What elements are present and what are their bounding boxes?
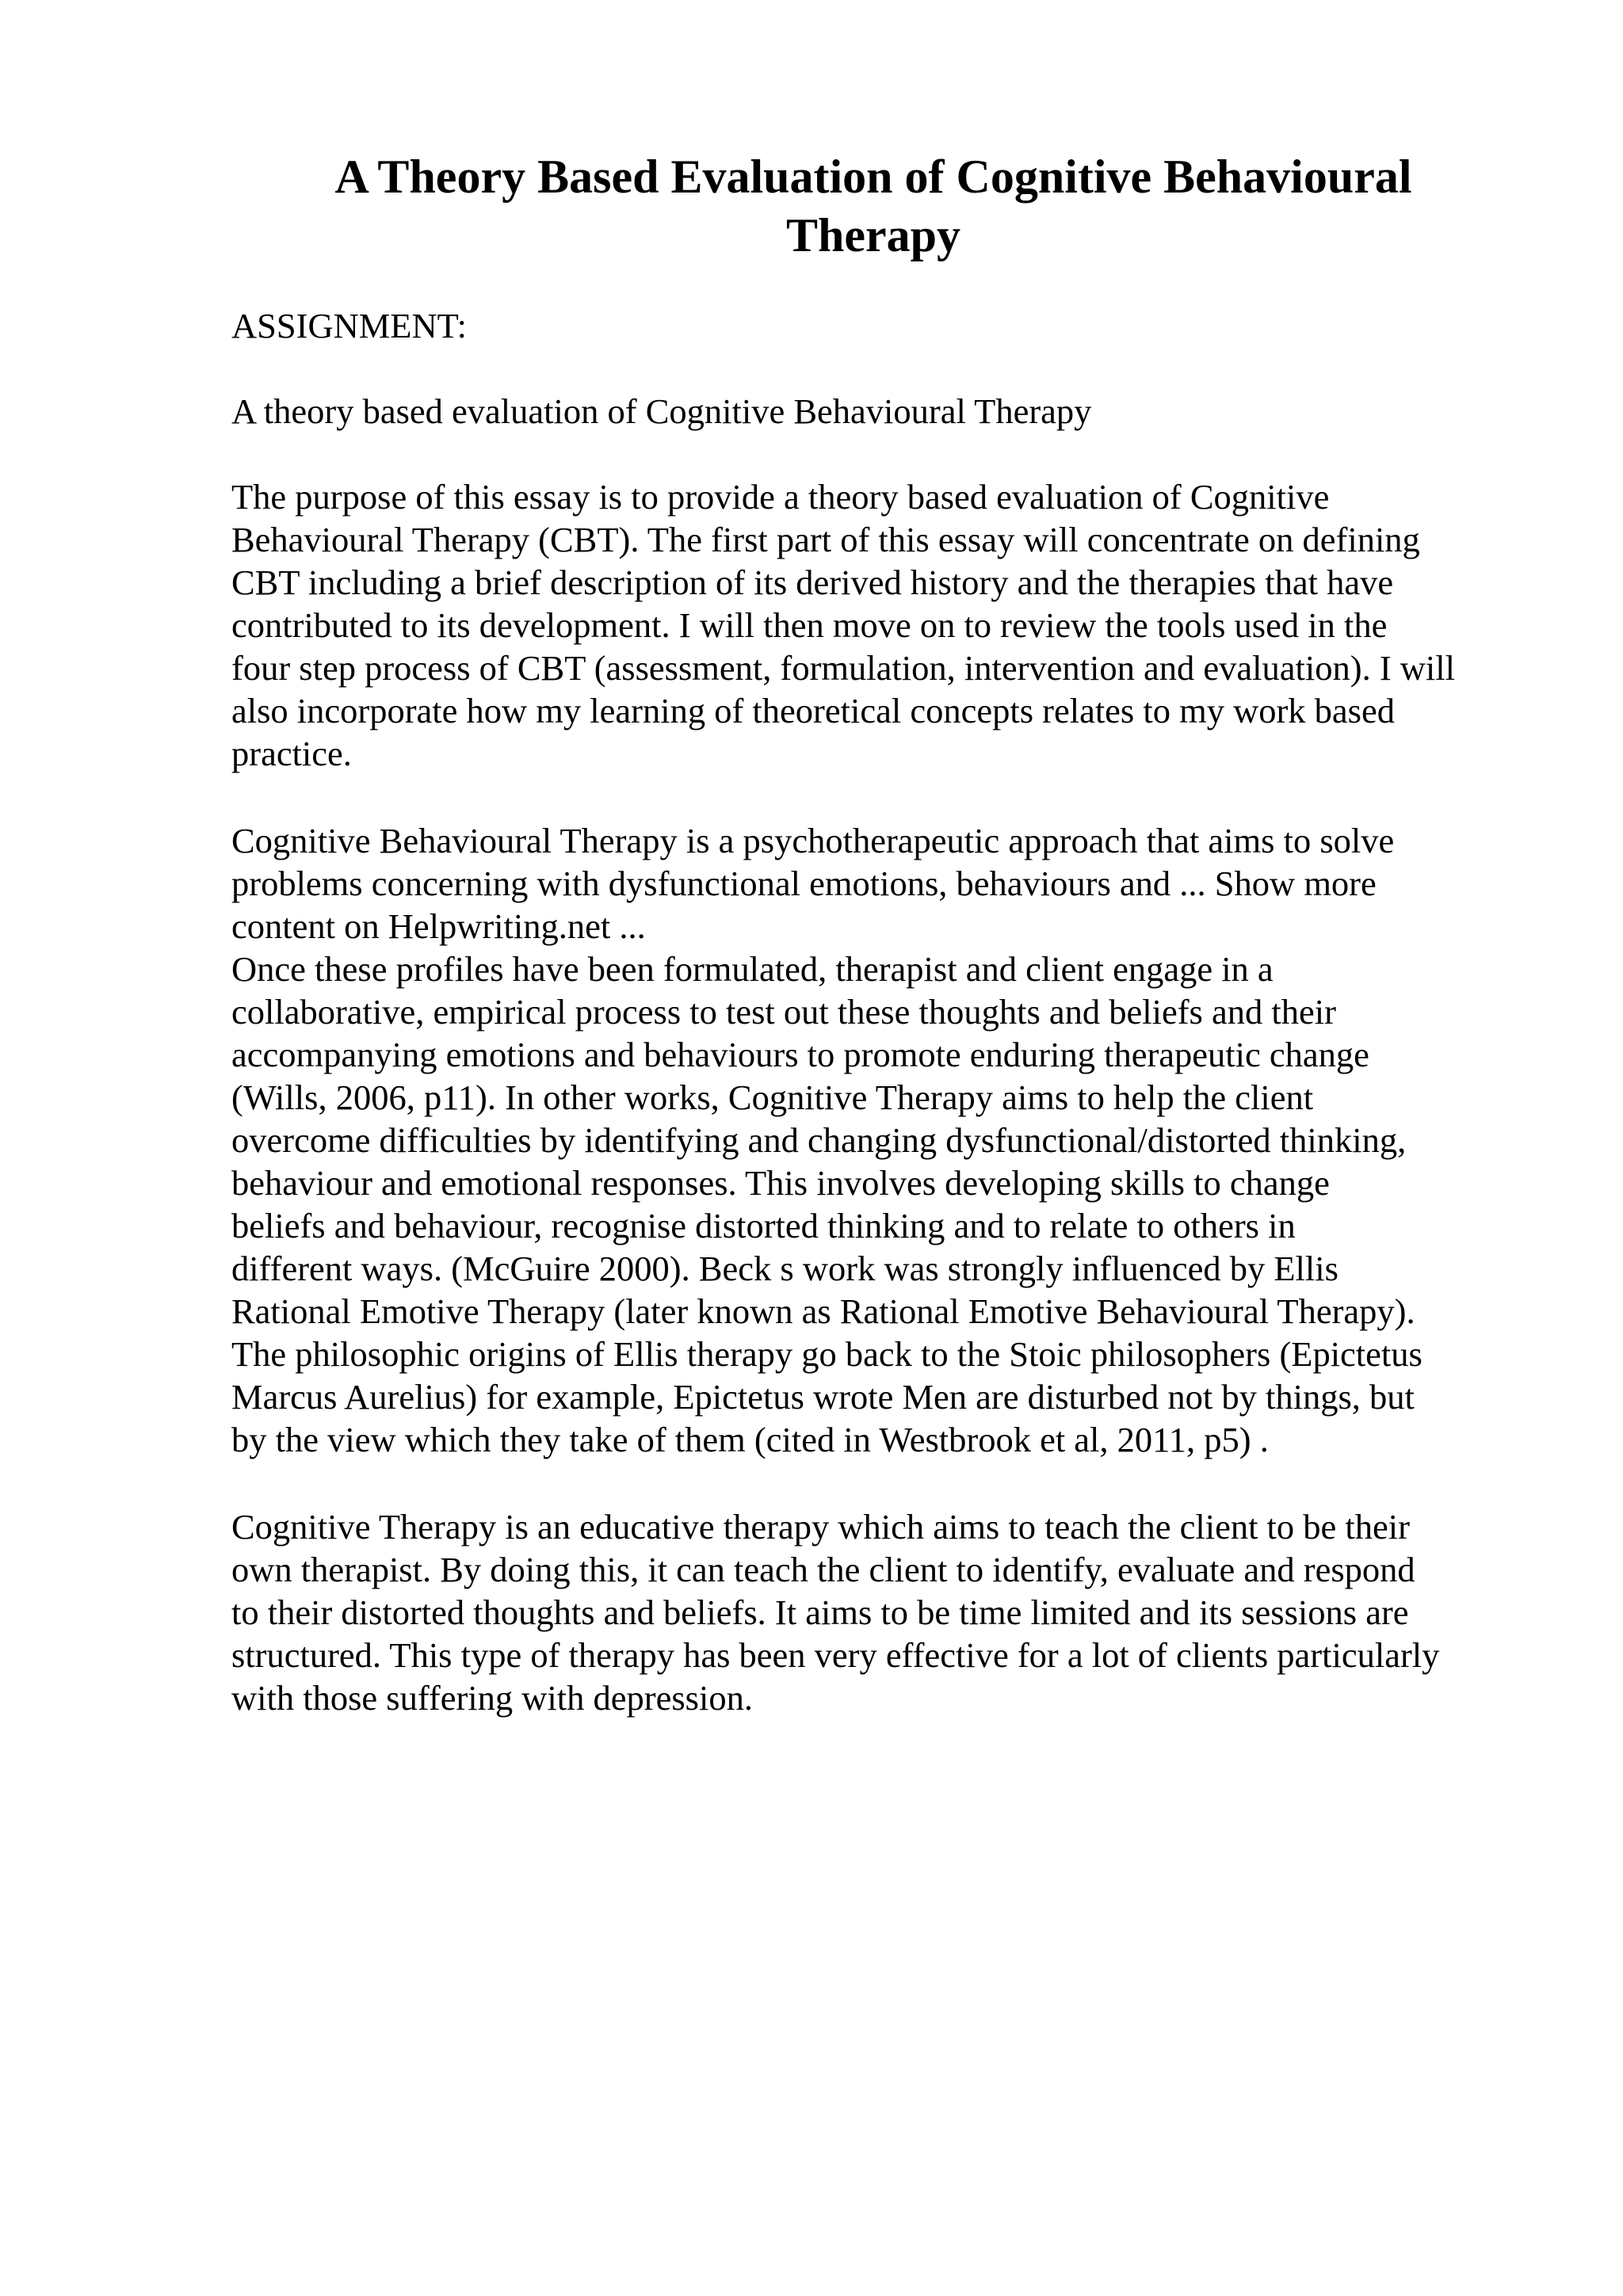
paragraph-line: Cognitive Therapy is an educative therapy which aims to teach the client to be their (231, 1507, 1410, 1547)
page-title (231, 147, 1515, 265)
paragraph-line: CBT including a brief description of its derived history and the therapies that have (231, 563, 1394, 602)
paragraph-line: different ways. (McGuire 2000). Beck s work was strongly influenced by Ellis (231, 1249, 1338, 1288)
paragraph-line: problems concerning with dysfunctional emotions, behaviours and ... Show more (231, 864, 1377, 903)
paragraph-line: Rational Emotive Therapy (later known as Rational Emotive Behavioural Therapy). (231, 1291, 1415, 1331)
paragraph-line: Behavioural Therapy (CBT). The first part of this essay will concentrate on defining (231, 520, 1420, 559)
paragraph-intro (231, 475, 1539, 775)
paragraph-line: overcome difficulties by identifying and changing dysfunctional/distorted thinking, (231, 1120, 1407, 1160)
paragraph-line: beliefs and behaviour, recognise distorted thinking and to relate to others in (231, 1206, 1296, 1245)
paragraph-cognitive-therapy (231, 1505, 1539, 1719)
paragraph-line: Marcus Aurelius) for example, Epictetus wrote Men are disturbed not by things, but (231, 1377, 1415, 1417)
paragraph-line: own therapist. By doing this, it can teach the client to identify, evaluate and respond (231, 1550, 1415, 1589)
paragraph-line: practice. (231, 734, 352, 773)
paragraph-line: with those suffering with depression. (231, 1678, 753, 1718)
paragraph-line: Cognitive Behavioural Therapy is a psychotherapeutic approach that aims to solve (231, 821, 1395, 860)
title-line: A Theory Based Evaluation of Cognitive Behavioural (334, 151, 1412, 203)
paragraph-line: The philosophic origins of Ellis therapy go back to the Stoic philosophers (Epictetus (231, 1334, 1423, 1374)
paragraph-line: also incorporate how my learning of theoretical concepts relates to my work based (231, 691, 1396, 730)
paragraph-line: by the view which they take of them (cited in Westbrook et al, 2011, p5) . (231, 1420, 1269, 1459)
paragraph-line: Once these profiles have been formulated, therapist and client engage in a (231, 949, 1274, 989)
paragraph-cbt-approach (231, 819, 1539, 1461)
paragraph-line: The purpose of this essay is to provide a theory based evaluation of Cognitive (231, 477, 1330, 517)
assignment-label: ASSIGNMENT: (231, 306, 467, 345)
paragraph-line: content on Helpwriting.net ... (231, 906, 646, 946)
paragraph-line: to their distorted thoughts and beliefs. It aims to be time limited and its sessions are (231, 1592, 1409, 1632)
title-line: Therapy (785, 209, 961, 261)
paragraph-line: collaborative, empirical process to test out these thoughts and beliefs and their (231, 992, 1336, 1032)
paragraph-line: four step process of CBT (assessment, formulation, intervention and evaluation). I will (231, 648, 1455, 688)
paragraph-line: contributed to its development. I will then move on to review the tools used in the (231, 605, 1388, 645)
paragraph-line: accompanying emotions and behaviours to promote enduring therapeutic change (231, 1035, 1369, 1074)
paragraph-line: structured. This type of therapy has been very effective for a lot of clients particularly (231, 1635, 1440, 1675)
paragraph-line: (Wills, 2006, p11). In other works, Cognitive Therapy aims to help the client (231, 1077, 1314, 1117)
paragraph-line: behaviour and emotional responses. This involves developing skills to change (231, 1163, 1330, 1203)
subtitle: A theory based evaluation of Cognitive Behavioural Therapy (231, 391, 1092, 431)
